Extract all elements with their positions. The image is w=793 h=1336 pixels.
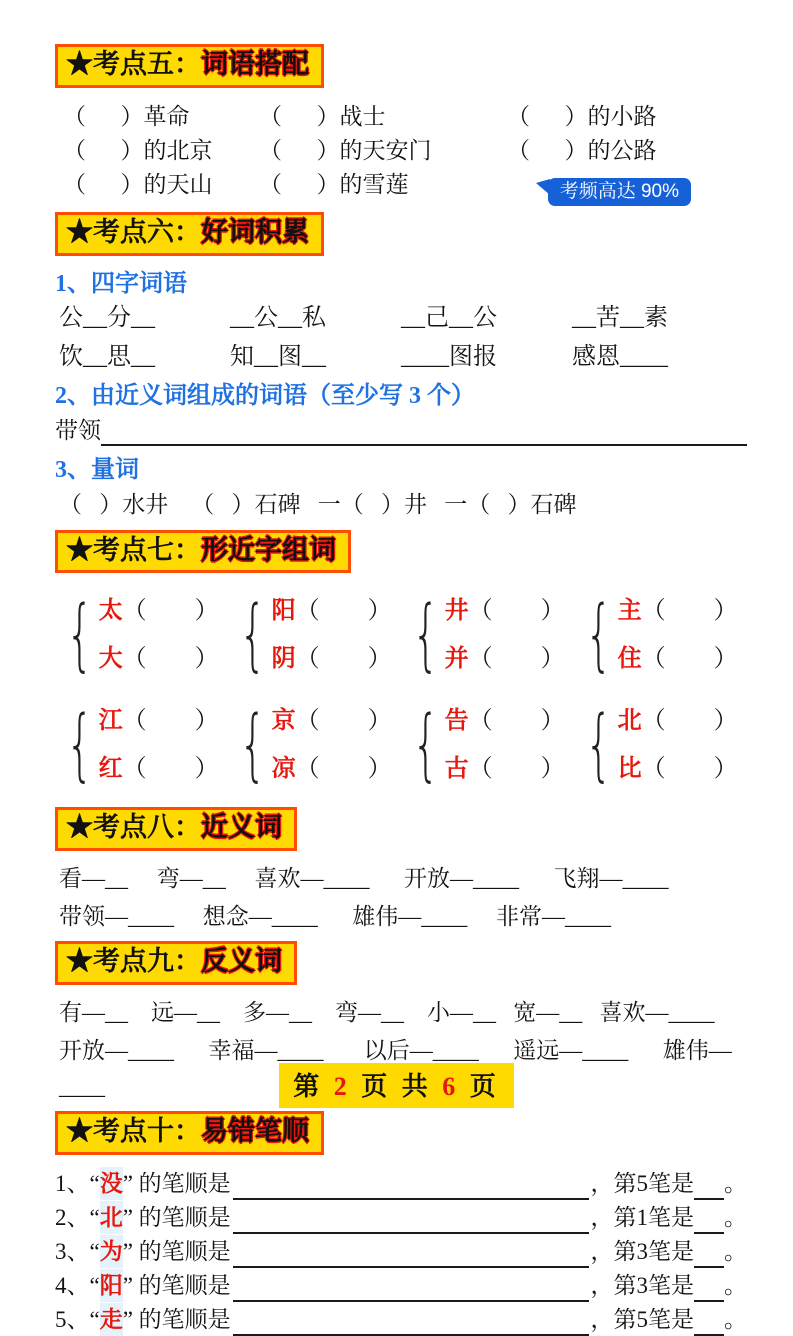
section6-header	[55, 212, 324, 256]
frequency-badge	[548, 178, 691, 206]
blank-item: （ ）的小路	[507, 103, 657, 129]
character-pair-group	[228, 587, 401, 683]
answer-blank-short	[694, 1278, 724, 1302]
idiom-row	[59, 341, 743, 374]
paren-blank: （ ）	[468, 756, 565, 783]
target-character: 凉	[271, 756, 296, 783]
character-pair-group	[401, 697, 574, 793]
answer-blank-short	[694, 1244, 724, 1268]
item-number: 5、“	[55, 1306, 100, 1332]
answer-blank-line	[233, 1312, 589, 1336]
answer-blank-line	[101, 420, 747, 446]
item-label: ” 的笔顺是	[122, 1170, 231, 1196]
page-label-pre: 第	[293, 1072, 334, 1101]
target-character: 阴	[271, 646, 296, 673]
badge-tail-icon	[536, 179, 550, 195]
synonym-row: 看—__ 弯—__ 喜欢—____ 开放—____ 飞翔—____	[59, 866, 669, 891]
section10-header-title: 易错笔顺	[201, 1115, 309, 1146]
paren-blank: （ ）	[122, 756, 219, 783]
answer-blank-line	[233, 1278, 589, 1302]
section7-header	[55, 530, 351, 574]
item-label: ” 的笔顺是	[122, 1204, 231, 1230]
target-character: 大	[98, 646, 123, 673]
section5-header	[55, 44, 324, 88]
paren-blank: （ ）	[295, 708, 392, 735]
idiom-blank: __己__公	[401, 304, 497, 331]
synonym-answer-line	[55, 416, 747, 446]
blank-item: （ ）战士	[259, 103, 386, 129]
section5-rows	[63, 100, 739, 202]
target-character: 北	[617, 708, 642, 735]
section6-header-prefix: ★考点六：	[66, 216, 201, 247]
left-brace-icon: {	[239, 700, 267, 791]
item-label: ” 的笔顺是	[122, 1272, 231, 1298]
idiom-row	[59, 302, 743, 335]
section6-header-title: 好词积累	[201, 216, 309, 247]
section10-header	[55, 1111, 324, 1155]
character-pair-group	[574, 587, 747, 683]
character-pair-group	[55, 697, 228, 793]
left-brace-icon: {	[239, 590, 267, 681]
item-tail: ，第5笔是	[590, 1170, 694, 1196]
target-character: 井	[444, 598, 469, 625]
blank-item: （ ）的雪莲	[259, 171, 409, 197]
item-number: 2、“	[55, 1204, 100, 1230]
target-character: 比	[617, 756, 642, 783]
section9-header	[55, 941, 297, 985]
section-synonyms	[55, 807, 747, 935]
fill-blank-row	[63, 100, 739, 134]
paren-blank: （ ）	[641, 646, 738, 673]
paren-blank: （ ）	[295, 756, 392, 783]
blank-item: （ ）的公路	[507, 137, 657, 163]
section8-header-title: 近义词	[201, 812, 282, 843]
fill-blank-row	[63, 134, 739, 168]
idiom-blank: 感恩____	[572, 343, 668, 370]
stroke-order-item	[55, 1303, 747, 1336]
blank-item: （ ）的北京	[63, 137, 213, 163]
brace-group-row	[55, 697, 747, 793]
answer-blank-line	[233, 1210, 589, 1234]
item-tail: ，第5笔是	[590, 1306, 694, 1332]
measure-word-row: （ ）水井 （ ）石碑 一（ ）井 一（ ）石碑	[59, 491, 577, 517]
item-period: 。	[724, 1238, 747, 1264]
idiom-blank: __苦__素	[572, 304, 668, 331]
target-character: 阳	[100, 1269, 123, 1302]
item-tail: ，第1笔是	[590, 1204, 694, 1230]
paren-blank: （ ）	[122, 646, 219, 673]
target-character: 走	[100, 1303, 123, 1336]
subsection-four-char-idioms: 1、四字词语	[55, 270, 187, 297]
brace-groups	[55, 587, 747, 793]
idiom-blank: 饮__思__	[59, 343, 155, 370]
item-tail: ，第3笔是	[590, 1272, 694, 1298]
antonym-row: 开放—____ 幸福—____ 以后—____ 遥远—____ 雄伟—____	[59, 1037, 732, 1099]
section-word-matching	[55, 44, 747, 202]
section9-header-prefix: ★考点九：	[66, 946, 201, 976]
paren-blank: （ ）	[295, 598, 392, 625]
current-page-number: 2	[333, 1072, 351, 1101]
section9-header-title: 反义词	[201, 946, 282, 976]
item-period: 。	[724, 1170, 747, 1196]
item-number: 4、“	[55, 1272, 100, 1298]
total-page-number: 6	[442, 1072, 460, 1101]
target-character: 北	[100, 1201, 123, 1234]
stroke-order-item	[55, 1167, 747, 1200]
blank-item: （ ）革命	[63, 103, 190, 129]
idiom-blank: ____图报	[401, 343, 497, 370]
idiom-blank: __公__私	[230, 304, 326, 331]
stroke-order-item	[55, 1201, 747, 1234]
target-character: 告	[444, 708, 469, 735]
left-brace-icon: {	[585, 700, 613, 791]
target-character: 并	[444, 646, 469, 673]
paren-blank: （ ）	[468, 708, 565, 735]
target-character: 没	[100, 1167, 123, 1200]
paren-blank: （ ）	[468, 598, 565, 625]
target-character: 京	[271, 708, 296, 735]
section7-header-title: 形近字组词	[201, 534, 336, 565]
answer-blank-short	[694, 1210, 724, 1234]
idiom-blank: 知__图__	[230, 343, 326, 370]
blank-item: （ ）的天安门	[259, 137, 432, 163]
item-period: 。	[724, 1306, 747, 1332]
item-period: 。	[724, 1272, 747, 1298]
section8-header-prefix: ★考点八：	[66, 812, 201, 843]
antonym-row: 有—__ 远—__ 多—__ 弯—__ 小—__ 宽—__ 喜欢—____	[59, 999, 715, 1025]
item-period: 。	[724, 1204, 747, 1230]
target-character: 主	[617, 598, 642, 625]
left-brace-icon: {	[66, 590, 94, 681]
target-character: 江	[98, 708, 123, 735]
answer-blank-line	[233, 1176, 589, 1200]
subsection-synonym-words: 2、由近义词组成的词语（至少写 3 个）	[55, 382, 475, 409]
synonym-row: 带领—____ 想念—____ 雄伟—____ 非常—____	[59, 904, 611, 929]
character-pair-group	[401, 587, 574, 683]
target-character: 阳	[271, 598, 296, 625]
paren-blank: （ ）	[295, 646, 392, 673]
left-brace-icon: {	[412, 590, 440, 681]
answer-blank-short	[694, 1312, 724, 1336]
character-pair-group	[228, 697, 401, 793]
page-label-post: 页	[459, 1072, 500, 1101]
answer-blank-short	[694, 1176, 724, 1200]
section5-header-title: 词语搭配	[201, 49, 309, 79]
section-stroke-order	[55, 1111, 747, 1336]
left-brace-icon: {	[412, 700, 440, 791]
target-character: 红	[98, 756, 123, 783]
paren-blank: （ ）	[641, 756, 738, 783]
target-character: 为	[100, 1235, 123, 1268]
page-number-badge	[279, 1063, 514, 1108]
answer-blank-line	[233, 1244, 589, 1268]
page-footer	[0, 1063, 793, 1108]
stroke-order-item	[55, 1269, 747, 1302]
character-pair-group	[55, 587, 228, 683]
section-word-accumulation	[55, 212, 747, 522]
character-pair-group	[574, 697, 747, 793]
paren-blank: （ ）	[641, 708, 738, 735]
page-label-mid: 页 共	[350, 1072, 443, 1101]
target-character: 住	[617, 646, 642, 673]
paren-blank: （ ）	[641, 598, 738, 625]
idiom-blank: 公__分__	[59, 304, 155, 331]
section7-header-prefix: ★考点七：	[66, 534, 201, 565]
paren-blank: （ ）	[122, 708, 219, 735]
item-label: ” 的笔顺是	[122, 1306, 231, 1332]
paren-blank: （ ）	[122, 598, 219, 625]
item-number: 3、“	[55, 1238, 100, 1264]
brace-group-row	[55, 587, 747, 683]
item-label: ” 的笔顺是	[122, 1238, 231, 1264]
blank-item: （ ）的天山	[63, 171, 213, 197]
synonym-example-word: 带领	[55, 417, 101, 443]
left-brace-icon: {	[585, 590, 613, 681]
section-similar-characters	[55, 530, 747, 794]
paren-blank: （ ）	[468, 646, 565, 673]
item-number: 1、“	[55, 1170, 100, 1196]
target-character: 太	[98, 598, 123, 625]
section5-header-prefix: ★考点五：	[66, 49, 201, 79]
left-brace-icon: {	[66, 700, 94, 791]
item-tail: ，第3笔是	[590, 1238, 694, 1264]
section10-header-prefix: ★考点十：	[66, 1115, 201, 1146]
target-character: 古	[444, 756, 469, 783]
frequency-badge-label: 考频高达 90%	[559, 180, 679, 202]
section8-header	[55, 807, 297, 851]
subsection-measure-words: 3、量词	[55, 456, 139, 483]
stroke-order-item	[55, 1235, 747, 1268]
stroke-order-list	[55, 1167, 747, 1336]
